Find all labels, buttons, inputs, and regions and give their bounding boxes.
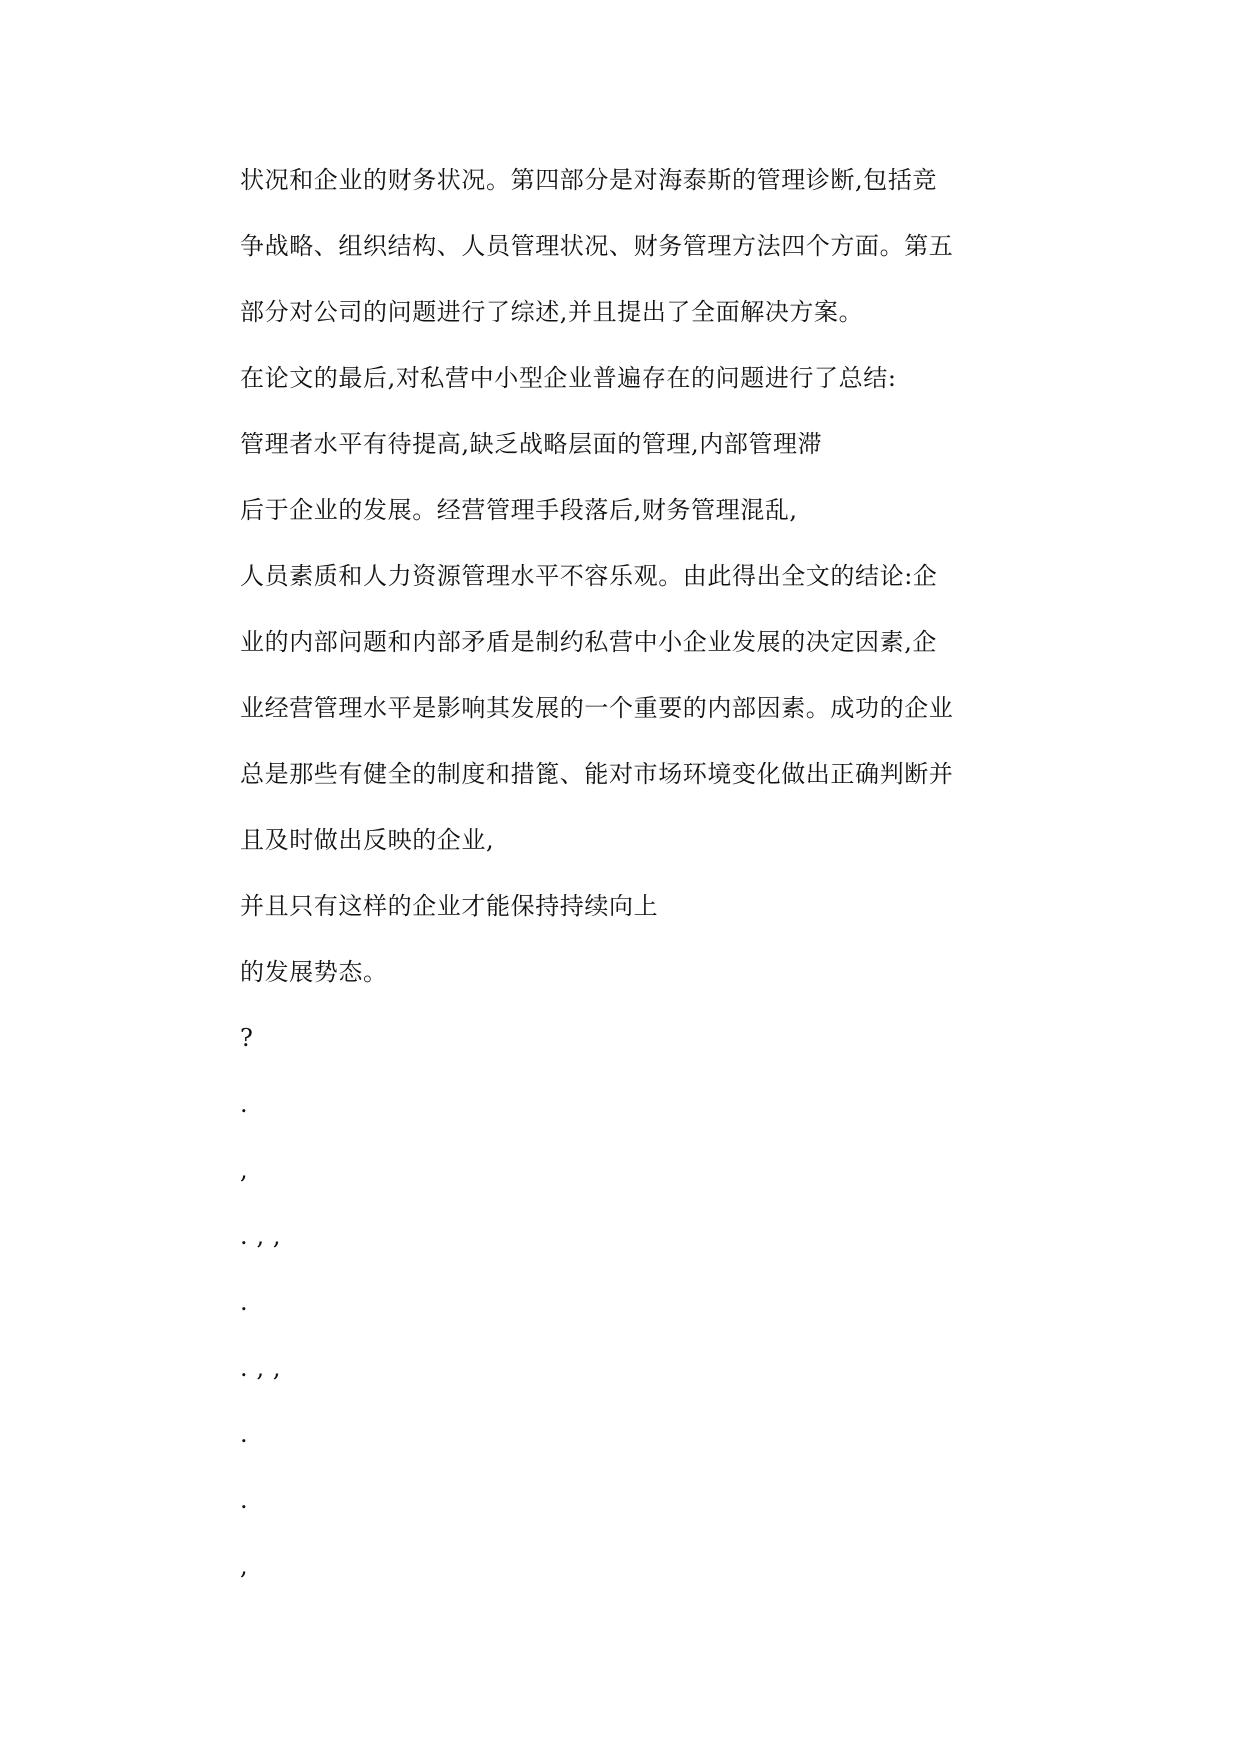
text-line: 管理者水平有待提高,缺乏战略层面的管理,内部管理滞 [240, 430, 823, 458]
punctuation-line: , [240, 1552, 249, 1580]
punctuation-line: . [240, 1420, 249, 1448]
text-line: 且及时做出反映的企业, [240, 826, 495, 854]
punctuation-line: . [240, 1288, 249, 1316]
punctuation-line: . , , [240, 1354, 282, 1382]
text-line: 状况和企业的财务状况。第四部分是对海泰斯的管理诊断,包括竞 [240, 166, 938, 194]
text-line: 并且只有这样的企业才能保持持续向上 [240, 892, 659, 920]
text-line: 争战略、组织结构、人员管理状况、财务管理方法四个方面。第五 [240, 232, 954, 260]
punctuation-line: ? [240, 1024, 254, 1052]
punctuation-line: . [240, 1090, 249, 1118]
text-line: 业经营管理水平是影响其发展的一个重要的内部因素。成功的企业 [240, 694, 954, 722]
punctuation-line: . [240, 1486, 249, 1514]
text-line: 业的内部问题和内部矛盾是制约私营中小企业发展的决定因素,企 [240, 628, 938, 656]
text-line: 总是那些有健全的制度和措篦、能对市场环境变化做出正确判断并 [240, 760, 954, 788]
text-line: 后于企业的发展。经营管理手段落后,财务管理混乱, [240, 496, 798, 524]
punctuation-line: . , , [240, 1222, 282, 1250]
text-line: 在论文的最后,对私营中小型企业普遍存在的问题进行了总结: [240, 364, 897, 392]
text-line: 部分对公司的问题进行了综述,并且提出了全面解决方案。 [240, 298, 864, 326]
document-body [240, 160, 1000, 1612]
punctuation-line: , [240, 1156, 249, 1184]
text-line: 的发展势态。 [240, 958, 388, 986]
text-line: 人员素质和人力资源管理水平不容乐观。由此得出全文的结论:企 [240, 562, 938, 590]
